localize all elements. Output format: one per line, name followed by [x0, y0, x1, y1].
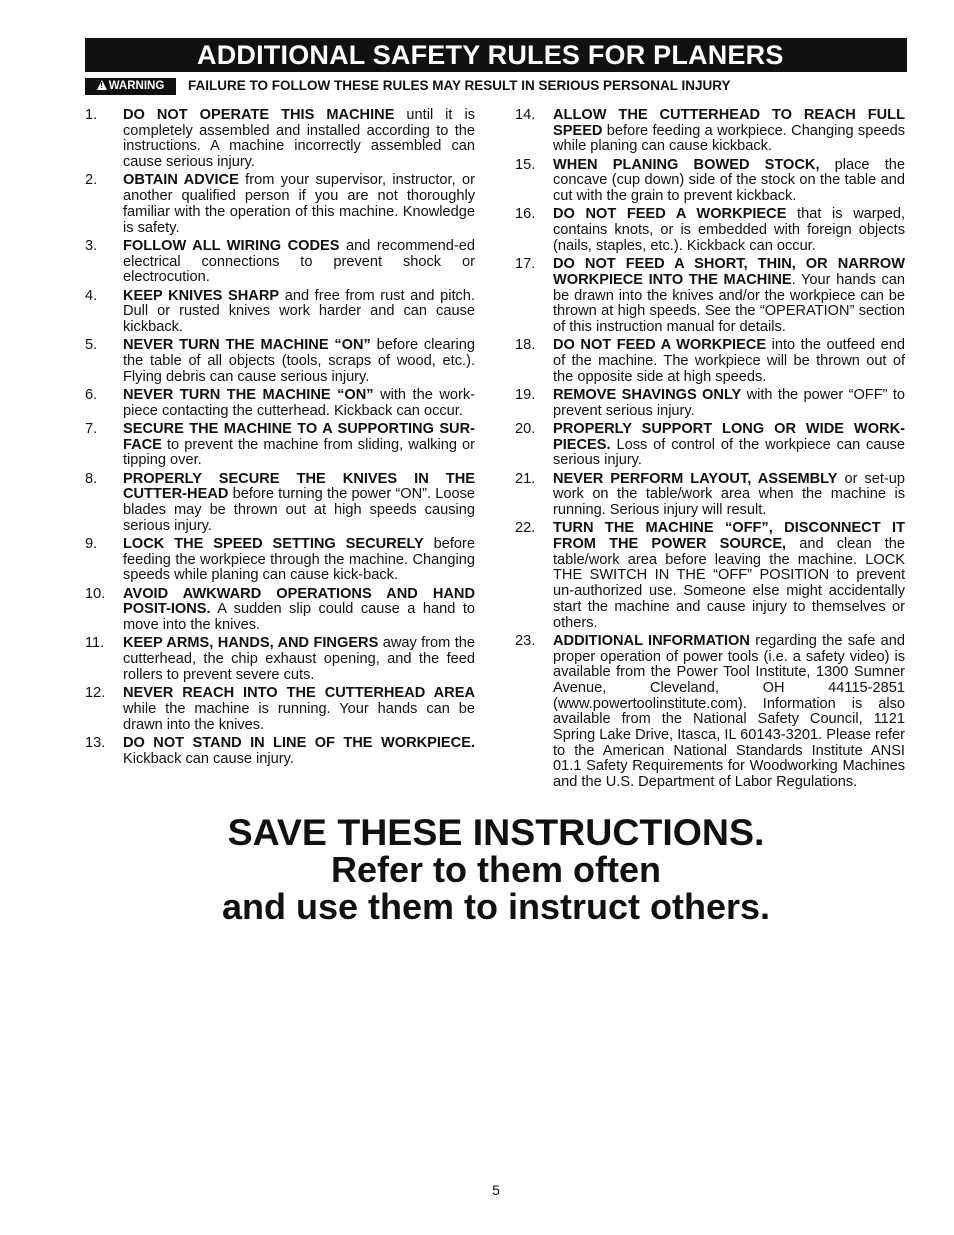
rule-item — [85, 388, 475, 419]
rule-lead: DO NOT FEED A WORKPIECE — [553, 206, 787, 223]
rule-lead: ALLOW THE CUTTERHEAD TO REACH FULL SPEED — [553, 107, 905, 139]
rule-item — [85, 587, 475, 634]
rule-text — [123, 388, 475, 419]
rule-lead: WHEN PLANING BOWED STOCK, — [553, 156, 820, 173]
rule-number: 23. — [515, 632, 536, 649]
rule-number: 19. — [515, 386, 536, 403]
rule-lead: AVOID AWKWARD OPERATIONS AND HAND POSIT-IONS. — [123, 585, 475, 618]
rule-body: from your supervisor, instructor, or another qualified person if you are not thoroughly familiar with the operation of this machine. Knowledge is safety. — [123, 172, 475, 236]
rule-body: away from the cutterhead, the chip exhaust opening, and the feed rollers to prevent severe cuts. — [123, 635, 475, 683]
rule-body: before feeding the workpiece through the machine. Changing speeds while planing can cause kick-back. — [123, 536, 475, 584]
rule-item — [515, 257, 905, 336]
rule-text — [123, 472, 475, 535]
rule-body: regarding the safe and proper operation of power tools (i.e. a safety video) is available from the Power Tool Institute, 1300 Sumner Avenue, Cleveland, OH 44115-2851 (www.powertoolinstitute.com). Information is also available from the National Safety Council, 1121 Spring Lake Drive, Itasca, IL 60143-3201. Please refer to the American National Standards Institute ANSI 01.1 Safety Requirements for Woodworking Machines and the U.S. Department of Labor Regulations. — [553, 632, 905, 791]
rule-text — [553, 108, 905, 155]
rule-text — [123, 686, 475, 733]
rule-text — [123, 537, 475, 584]
rule-lead: ADDITIONAL INFORMATION — [553, 632, 750, 649]
rule-text — [123, 173, 475, 236]
rule-item — [515, 521, 905, 631]
rule-body: while the machine is running. Your hands can be drawn into the knives. — [123, 700, 475, 733]
rule-body: and clean the table/work area before leaving the machine. LOCK THE SWITCH IN THE “OFF” POSITION to prevent un-authorized use. Someone else might accidentally start the machine and cause injury to themselves or others. — [553, 536, 905, 631]
rule-body: A sudden slip could cause a hand to move into the knives. — [123, 601, 475, 634]
rule-lead: TURN THE MACHINE “OFF”, DISCONNECT IT FROM THE POWER SOURCE, — [553, 520, 905, 553]
rule-body: that is warped, contains knots, or is embedded with foreign objects (nails, staples, etc.). Kickback can occur. — [553, 206, 906, 254]
rule-lead: PROPERLY SECURE THE KNIVES IN THE CUTTER-HEAD — [123, 470, 475, 503]
rule-number: 17. — [515, 256, 536, 273]
rule-lead: DO NOT STAND IN LINE OF THE WORKPIECE. — [123, 734, 475, 751]
rule-number: 22. — [515, 520, 536, 537]
rule-lead: KEEP KNIVES SHARP — [123, 287, 280, 304]
rule-body: into the outfeed end of the machine. The workpiece will be thrown out of the opposite side at high speeds. — [553, 337, 905, 385]
rule-text — [123, 239, 475, 286]
rule-item — [515, 108, 905, 155]
rule-lead: REMOVE SHAVINGS ONLY — [553, 386, 742, 403]
rule-body: to prevent the machine from sliding, walking or tipping over. — [123, 436, 475, 469]
left-column — [85, 108, 475, 770]
rule-text — [553, 521, 905, 631]
rule-item — [85, 338, 475, 385]
rule-item — [85, 472, 475, 535]
warning-badge-label: WARNING — [108, 80, 165, 92]
rule-number: 5. — [85, 337, 98, 354]
rule-item — [515, 338, 905, 385]
rule-item — [515, 158, 905, 205]
save-instructions — [85, 811, 907, 927]
rule-number: 2. — [85, 172, 98, 189]
save-line-1: SAVE THESE INSTRUCTIONS. — [227, 811, 765, 853]
rule-body: . Your hands can be drawn into the knives and/or the workpiece can be thrown at high speeds. See the “OPERATION” section of this instruction manual for details. — [553, 271, 905, 335]
rule-item — [85, 108, 475, 171]
rule-number: 12. — [85, 685, 106, 702]
rule-lead: FOLLOW ALL WIRING CODES — [123, 237, 340, 254]
rule-text — [123, 338, 475, 385]
rule-item — [85, 289, 475, 336]
rule-lead: NEVER TURN THE MACHINE “ON” — [123, 337, 371, 354]
rule-text — [553, 257, 905, 336]
rule-lead: LOCK THE SPEED SETTING SECURELY — [123, 536, 424, 553]
warning-badge — [85, 78, 176, 95]
rule-number: 13. — [85, 734, 106, 751]
rule-text — [553, 158, 905, 205]
rule-text — [123, 108, 475, 171]
save-line-2: Refer to them often — [330, 849, 661, 890]
rule-number: 16. — [515, 206, 536, 223]
rule-body: Loss of control of the workpiece can cause serious injury. — [553, 436, 905, 469]
rule-text — [123, 587, 475, 634]
rule-body: before clearing the table of all objects (tools, scraps of wood, etc.). Flying debris can cause serious injury. — [123, 337, 475, 385]
rule-text — [123, 422, 475, 469]
rule-number: 21. — [515, 470, 536, 487]
rule-lead: DO NOT OPERATE THIS MACHINE — [123, 107, 395, 123]
rule-item — [85, 736, 475, 767]
section-title: ADDITIONAL SAFETY RULES FOR PLANERS — [85, 38, 907, 72]
rule-item — [515, 207, 905, 254]
rule-lead: NEVER TURN THE MACHINE “ON” — [123, 386, 374, 403]
rule-lead: KEEP ARMS, HANDS, AND FINGERS — [123, 635, 379, 652]
rule-text — [123, 289, 475, 336]
rule-item — [85, 686, 475, 733]
right-column — [515, 108, 905, 793]
rule-body: with the power “OFF” to prevent serious injury. — [553, 386, 905, 419]
rule-item — [85, 239, 475, 286]
rule-lead: DO NOT FEED A WORKPIECE — [553, 337, 767, 354]
rule-item — [85, 422, 475, 469]
rule-text — [553, 472, 905, 519]
rule-item — [515, 472, 905, 519]
warning-triangle-icon — [97, 80, 107, 90]
rule-number: 3. — [85, 237, 98, 254]
rule-body: or set-up work on the table/work area when the machine is running. Serious injury will result. — [553, 470, 905, 519]
rule-body: and recommend-ed electrical connections to prevent shock or electrocution. — [123, 237, 475, 286]
rule-number: 10. — [85, 585, 106, 602]
warning-text: FAILURE TO FOLLOW THESE RULES MAY RESULT IN SERIOUS PERSONAL INJURY — [188, 78, 731, 93]
rule-body: Kickback can cause injury. — [123, 750, 294, 767]
rule-body: before turning the power “ON”. Loose blades may be thrown out at high speeds causing serious injury. — [123, 486, 475, 534]
rule-item — [85, 173, 475, 236]
rule-item — [515, 422, 905, 469]
rule-item — [515, 634, 905, 791]
rule-number: 4. — [85, 287, 98, 304]
rule-body: place the concave (cup down) side of the stock on the table and cut with the grain to prevent kickback. — [553, 156, 905, 205]
rule-number: 15. — [515, 156, 536, 173]
rule-text — [123, 636, 475, 683]
page-number: 5 — [492, 1182, 500, 1198]
save-line-3: and use them to instruct others. — [221, 886, 771, 927]
rule-number: 7. — [85, 420, 98, 437]
rule-lead: OBTAIN ADVICE — [123, 172, 239, 189]
rule-lead: NEVER PERFORM LAYOUT, ASSEMBLY — [553, 470, 838, 487]
rule-number: 8. — [85, 470, 98, 487]
rule-text — [553, 634, 905, 791]
rule-number: 1. — [85, 107, 98, 123]
rule-item — [85, 636, 475, 683]
rule-number: 14. — [515, 107, 536, 123]
rule-text — [553, 338, 905, 385]
rule-number: 11. — [85, 635, 105, 652]
rule-body: before feeding a workpiece. Changing speeds while planing can cause kickback. — [553, 122, 905, 155]
rule-text — [123, 736, 475, 767]
rule-body: until it is completely assembled and installed according to the instructions. A machine incorrectly assembled can cause serious injury. — [123, 107, 475, 171]
rule-lead: SECURE THE MACHINE TO A SUPPORTING SUR-FACE — [123, 420, 475, 453]
rule-number: 18. — [515, 337, 536, 354]
rule-lead: NEVER REACH INTO THE CUTTERHEAD AREA — [123, 685, 475, 702]
warning-row — [85, 77, 907, 97]
rule-text — [553, 388, 905, 419]
rule-number: 9. — [85, 536, 98, 553]
rule-body: with the work-piece contacting the cutterhead. Kickback can occur. — [123, 386, 476, 419]
rule-body: and free from rust and pitch. Dull or rusted knives work harder and can cause kickback. — [123, 287, 475, 335]
rule-text — [553, 207, 905, 254]
rule-number: 6. — [85, 386, 98, 403]
rule-number: 20. — [515, 420, 536, 437]
rule-text — [553, 422, 905, 469]
rule-lead: PROPERLY SUPPORT LONG OR WIDE WORK-PIECES. — [553, 420, 905, 453]
rule-lead: DO NOT FEED A SHORT, THIN, OR NARROW WORKPIECE INTO THE MACHINE — [553, 256, 905, 288]
rule-item — [85, 537, 475, 584]
rule-item — [515, 388, 905, 419]
